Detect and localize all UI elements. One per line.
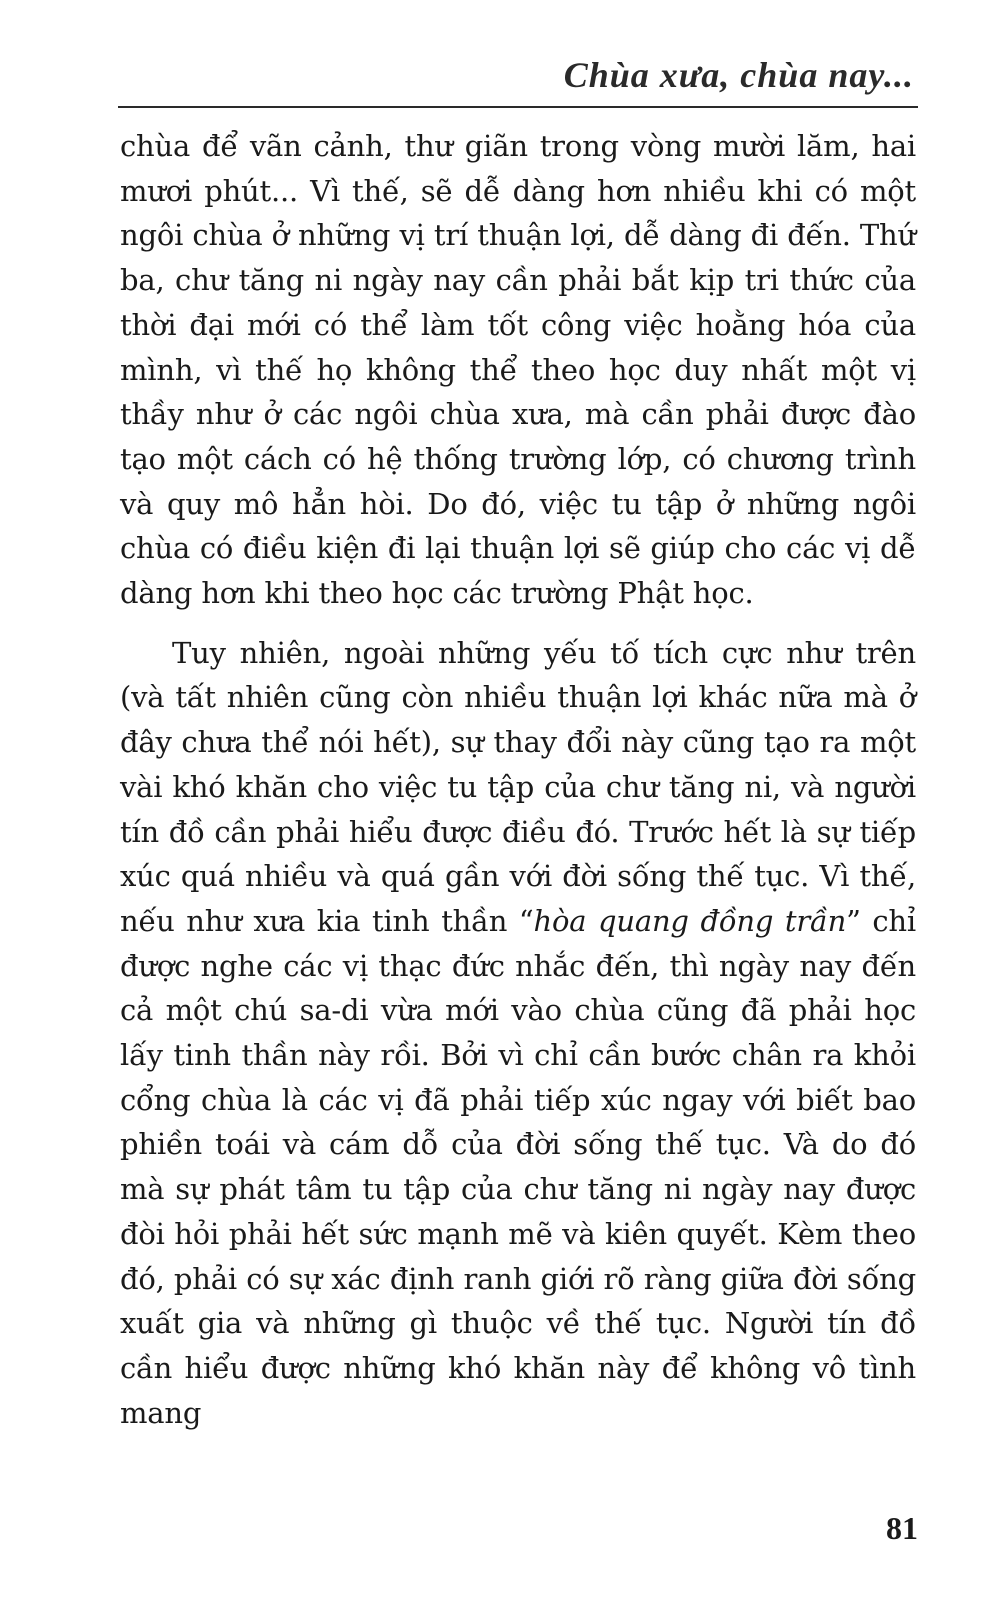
page-body: [120, 124, 916, 1435]
paragraph-1: chùa để vãn cảnh, thư giãn trong vòng mười lăm, hai mươi phút... Vì thế, sẽ dễ dàng hơn nhiều khi có một ngôi chùa ở những vị trí thuận lợi, dễ dàng đi đến. Thứ ba, chư tăng ni ngày nay cần phải bắt kịp tri thức của thời đại mới có thể làm tốt công việc hoằng hóa của mình, vì thế họ không thể theo học duy nhất một vị thầy như ở các ngôi chùa xưa, mà cần phải được đào tạo một cách có hệ thống trường lớp, có chương trình và quy mô hẳn hòi. Do đó, việc tu tập ở những ngôi chùa có điều kiện đi lại thuận lợi sẽ giúp cho các vị dễ dàng hơn khi theo học các trường Phật học.: [120, 129, 916, 611]
running-header-title: Chùa xưa, chùa nay...: [563, 55, 914, 95]
paragraph-2-text-end: ” chỉ được nghe các vị thạc đức nhắc đến, thì ngày nay đến cả một chú sa-di vừa mới vào chùa cũng đã phải học lấy tinh thần này rồi. Bởi vì chỉ cần bước chân ra khỏi cổng chùa là các vị đã phải tiếp xúc ngay với biết bao phiền toái và cám dỗ của đời sống thế tục. Và do đó mà sự phát tâm tu tập của chư tăng ni ngày nay được đòi hỏi phải hết sức mạnh mẽ và kiên quyết. Kèm theo đó, phải có sự xác định ranh giới rõ ràng giữa đời sống xuất gia và những gì thuộc về thế tục. Người tín đồ cần hiểu được những khó khăn này để không vô tình mang: [120, 903, 916, 1430]
paragraph-2-text-start: Tuy nhiên, ngoài những yếu tố tích cực như trên (và tất nhiên cũng còn nhiều thuận lợi khác nữa mà ở đây chưa thể nói hết), sự thay đổi này cũng tạo ra một vài khó khăn cho việc tu tập của chư tăng ni, và người tín đồ cần phải hiểu được điều đó. Trước hết là sự tiếp xúc quá nhiều và quá gần với đời sống thế tục. Vì thế, nếu như xưa kia tinh thần “: [120, 635, 916, 938]
italic-phrase: hòa quang đồng trần: [533, 903, 847, 938]
page-number: 81: [886, 1510, 918, 1546]
paragraph-2: [120, 631, 916, 1436]
running-header: [118, 50, 918, 108]
